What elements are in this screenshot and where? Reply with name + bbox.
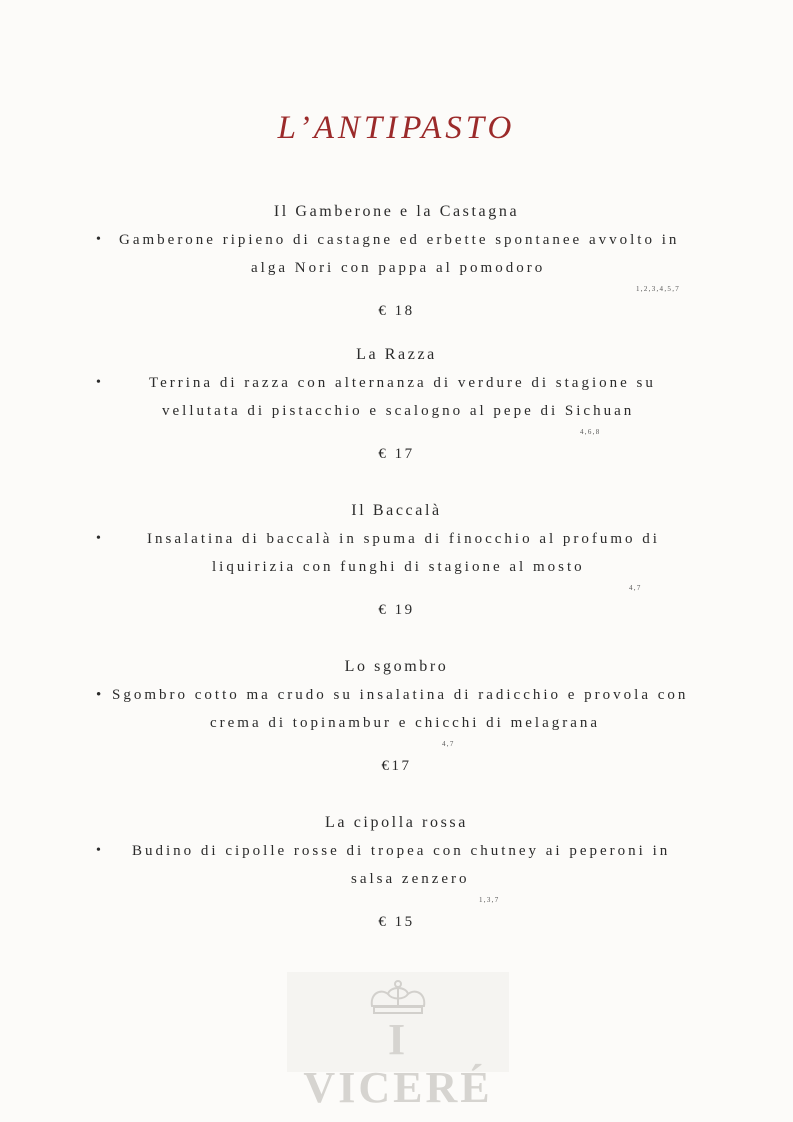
menu-item-description-line: Gamberone ripieno di castagne ed erbette spontanee avvolto in bbox=[119, 232, 680, 248]
menu-item bbox=[0, 198, 793, 326]
menu-item-price: € 15 bbox=[378, 914, 415, 930]
bullet-icon: • bbox=[96, 843, 104, 858]
bullet-icon: • bbox=[96, 531, 104, 546]
menu-item-description-line: liquirizia con funghi di stagione al mosto bbox=[212, 559, 585, 575]
bullet-icon: • bbox=[96, 687, 105, 703]
menu-item bbox=[0, 497, 793, 625]
menu-item-price: €17 bbox=[381, 758, 412, 774]
bullet-icon: • bbox=[96, 375, 104, 390]
menu-item-title: Lo sgombro bbox=[344, 658, 449, 675]
menu-item-title: Il Gamberone e la Castagna bbox=[273, 203, 520, 220]
menu-item-description-line: Terrina di razza con alternanza di verdure di stagione su bbox=[149, 375, 656, 391]
menu-item bbox=[0, 809, 793, 937]
allergen-codes: 1,3,7 bbox=[479, 896, 500, 904]
menu-item bbox=[0, 341, 793, 469]
menu-item-description-line: crema di topinambur e chicchi di melagrana bbox=[210, 715, 601, 731]
allergen-codes: 4,7 bbox=[442, 740, 455, 748]
menu-item-price: € 18 bbox=[378, 303, 415, 319]
menu-item-description-line: vellutata di pistacchio e scalogno al pepe di Sichuan bbox=[162, 403, 635, 419]
menu-item-title: Il Baccalà bbox=[351, 502, 442, 519]
menu-item-description-line: salsa zenzero bbox=[351, 871, 470, 887]
allergen-codes: 4,6,8 bbox=[580, 428, 601, 436]
crown-icon bbox=[366, 978, 430, 1016]
allergen-codes: 1,2,3,4,5,7 bbox=[636, 285, 681, 293]
menu-item-title: La Razza bbox=[356, 346, 437, 363]
menu-item-description-line: Sgombro cotto ma crudo su insalatina di radicchio e provola con bbox=[112, 687, 689, 703]
menu-item-description-line: Budino di cipolle rosse di tropea con chutney ai peperoni in bbox=[132, 843, 671, 859]
menu-item-description-line: alga Nori con pappa al pomodoro bbox=[251, 260, 546, 276]
page-title: L’ANTIPASTO bbox=[277, 110, 516, 146]
menu-item-price: € 17 bbox=[378, 446, 415, 462]
logo-text: I VICERÉ bbox=[303, 1015, 493, 1112]
menu-item-description-line: Insalatina di baccalà in spuma di finocchio al profumo di bbox=[147, 531, 660, 547]
menu-item-price: € 19 bbox=[378, 602, 415, 618]
restaurant-logo bbox=[287, 972, 509, 1112]
menu-item bbox=[0, 653, 793, 781]
allergen-codes: 4,7 bbox=[629, 584, 642, 592]
bullet-icon: • bbox=[96, 232, 104, 247]
menu-item-title: La cipolla rossa bbox=[325, 814, 468, 831]
